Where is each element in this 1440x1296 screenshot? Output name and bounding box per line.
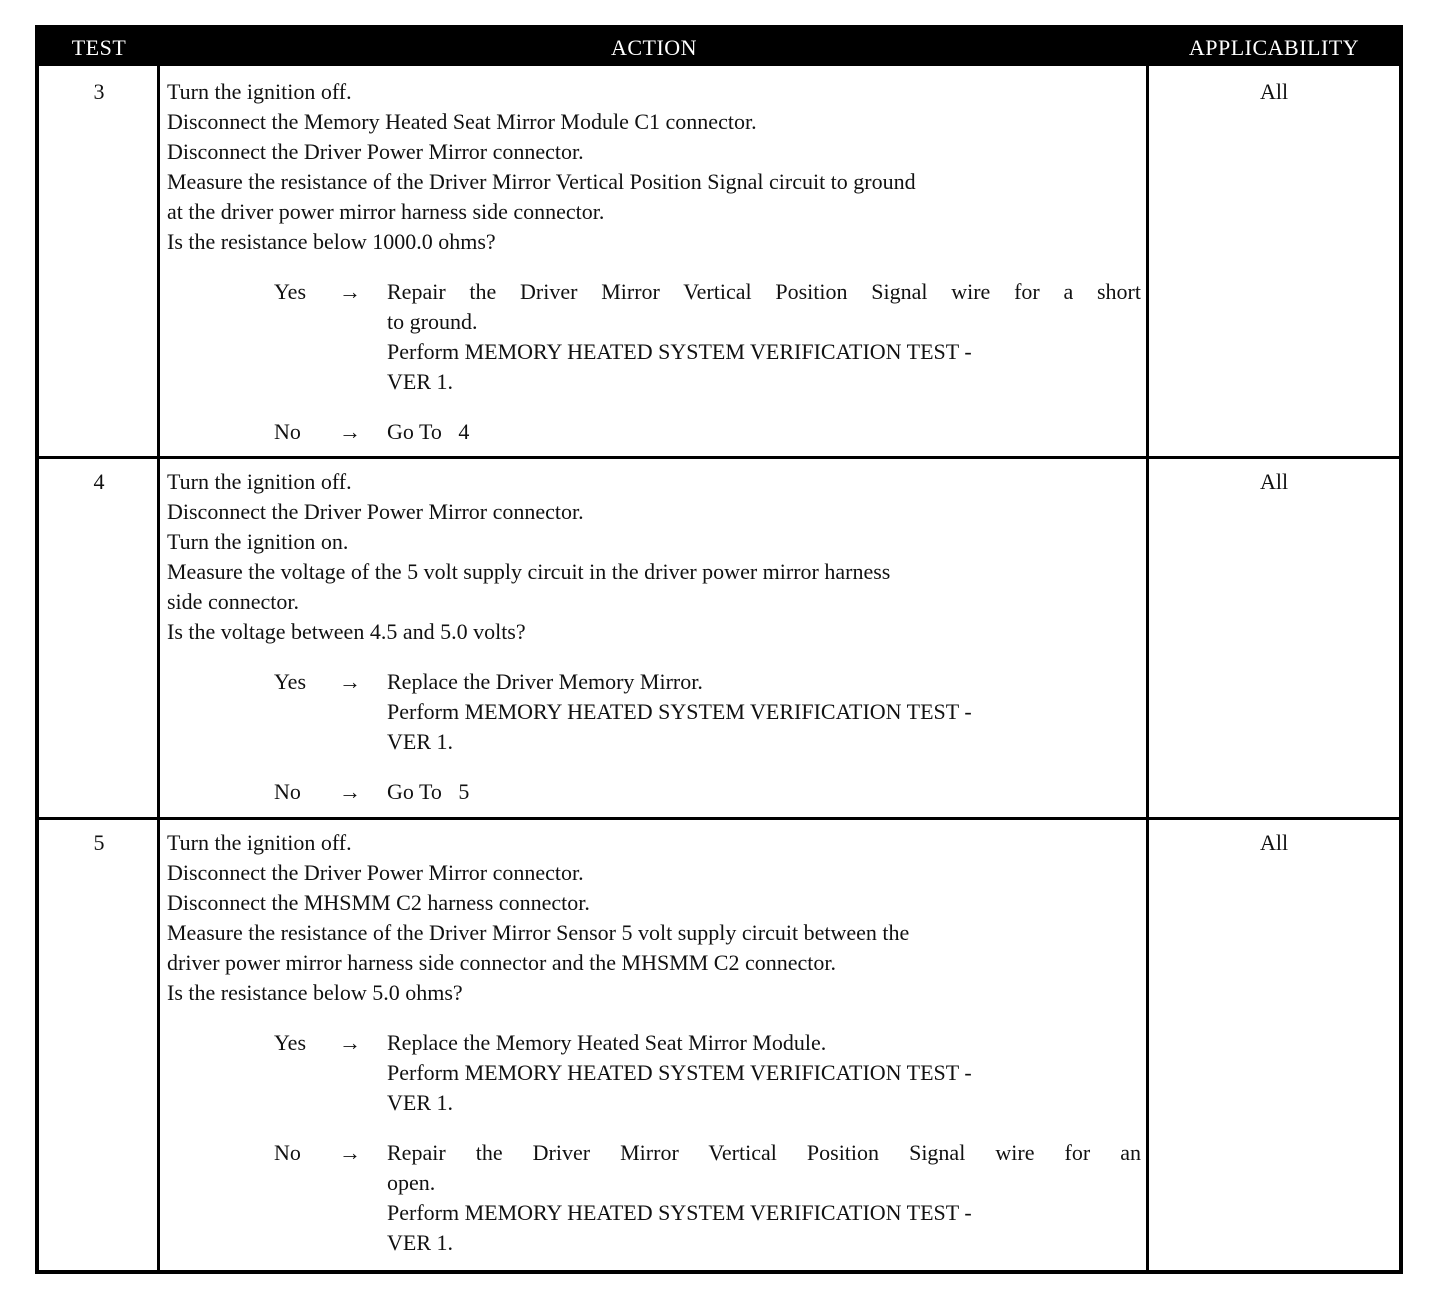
diagnostic-table bbox=[35, 25, 1403, 1274]
outcome-line: Repair the Driver Mirror Vertical Position Signal wire for a short bbox=[387, 279, 1141, 304]
action-step: Turn the ignition off. bbox=[167, 830, 352, 855]
action-question: Is the resistance below 1000.0 ohms? bbox=[167, 229, 496, 254]
arrow-icon: → bbox=[339, 1140, 361, 1165]
outcomes bbox=[167, 667, 1141, 807]
outcome-line: Perform MEMORY HEATED SYSTEM VERIFICATION TEST - bbox=[387, 1060, 972, 1085]
action-step: Turn the ignition on. bbox=[167, 529, 349, 554]
action-step: Turn the ignition off. bbox=[167, 469, 352, 494]
outcome-body bbox=[387, 667, 1141, 757]
action-step: Disconnect the Driver Power Mirror connector. bbox=[167, 860, 584, 885]
action-step: side connector. bbox=[167, 589, 299, 614]
outcome-yes bbox=[167, 1028, 1141, 1118]
outcome-line: Repair the Driver Mirror Vertical Position Signal wire for an bbox=[387, 1140, 1141, 1165]
table-row bbox=[39, 820, 1399, 1270]
outcome-line: Perform MEMORY HEATED SYSTEM VERIFICATION TEST - bbox=[387, 1200, 972, 1225]
outcome-label: Yes bbox=[274, 1030, 307, 1055]
goto-link: Go To 5 bbox=[387, 779, 470, 804]
action-cell bbox=[167, 77, 1141, 467]
outcome-no bbox=[167, 777, 1141, 807]
outcome-yes bbox=[167, 667, 1141, 757]
test-number: 5 bbox=[93, 830, 105, 855]
outcome-body bbox=[387, 1028, 1141, 1118]
test-number: 3 bbox=[93, 79, 105, 104]
outcome-line: Perform MEMORY HEATED SYSTEM VERIFICATION TEST - bbox=[387, 699, 972, 724]
outcome-no bbox=[167, 417, 1141, 447]
table-row bbox=[39, 459, 1399, 817]
outcome-line: VER 1. bbox=[387, 1230, 453, 1255]
action-step: Measure the voltage of the 5 volt supply circuit in the driver power mirror harness bbox=[167, 559, 891, 584]
applicability-cell: All bbox=[1259, 79, 1289, 104]
outcome-line: VER 1. bbox=[387, 729, 453, 754]
arrow-icon: → bbox=[339, 779, 361, 804]
outcome-line: VER 1. bbox=[387, 1090, 453, 1115]
outcome-line: Replace the Memory Heated Seat Mirror Module. bbox=[387, 1030, 827, 1055]
test-number: 4 bbox=[93, 469, 105, 494]
action-cell bbox=[167, 828, 1141, 1278]
table-row bbox=[39, 69, 1399, 456]
action-step: Measure the resistance of the Driver Mirror Vertical Position Signal circuit to ground bbox=[167, 169, 916, 194]
arrow-icon: → bbox=[339, 1030, 361, 1055]
outcome-label: Yes bbox=[274, 669, 307, 694]
outcome-body bbox=[387, 777, 1141, 807]
outcome-label: No bbox=[274, 779, 301, 804]
action-question: Is the voltage between 4.5 and 5.0 volts? bbox=[167, 619, 526, 644]
arrow-icon: → bbox=[339, 419, 361, 444]
outcome-line: VER 1. bbox=[387, 369, 453, 394]
outcome-no bbox=[167, 1138, 1141, 1258]
header-action: ACTION bbox=[610, 35, 698, 60]
applicability-cell: All bbox=[1259, 830, 1289, 855]
outcomes bbox=[167, 277, 1141, 447]
header-applicability: APPLICABILITY bbox=[1188, 35, 1360, 60]
action-cell bbox=[167, 467, 1141, 827]
outcome-body bbox=[387, 277, 1141, 397]
applicability-cell: All bbox=[1259, 469, 1289, 494]
action-question: Is the resistance below 5.0 ohms? bbox=[167, 980, 463, 1005]
outcome-label: No bbox=[274, 419, 301, 444]
action-step: Disconnect the Memory Heated Seat Mirror Module C1 connector. bbox=[167, 109, 757, 134]
action-step: Disconnect the Driver Power Mirror connector. bbox=[167, 139, 584, 164]
arrow-icon: → bbox=[339, 669, 361, 694]
action-step: at the driver power mirror harness side connector. bbox=[167, 199, 605, 224]
goto-link: Go To 4 bbox=[387, 419, 470, 444]
action-step: Disconnect the MHSMM C2 harness connector. bbox=[167, 890, 590, 915]
outcome-line: Perform MEMORY HEATED SYSTEM VERIFICATION TEST - bbox=[387, 339, 972, 364]
outcome-label: No bbox=[274, 1140, 301, 1165]
header-test: TEST bbox=[71, 35, 127, 60]
action-step: Turn the ignition off. bbox=[167, 79, 352, 104]
outcome-line: to ground. bbox=[387, 309, 478, 334]
table-header bbox=[39, 29, 1399, 66]
outcome-body bbox=[387, 1138, 1141, 1258]
action-step: Disconnect the Driver Power Mirror connector. bbox=[167, 499, 584, 524]
outcome-line: Replace the Driver Memory Mirror. bbox=[387, 669, 703, 694]
outcomes bbox=[167, 1028, 1141, 1258]
arrow-icon: → bbox=[339, 279, 361, 304]
outcome-line: open. bbox=[387, 1170, 436, 1195]
outcome-label: Yes bbox=[274, 279, 307, 304]
outcome-yes bbox=[167, 277, 1141, 397]
outcome-body bbox=[387, 417, 1141, 447]
action-step: Measure the resistance of the Driver Mirror Sensor 5 volt supply circuit between the bbox=[167, 920, 910, 945]
action-step: driver power mirror harness side connector and the MHSMM C2 connector. bbox=[167, 950, 837, 975]
